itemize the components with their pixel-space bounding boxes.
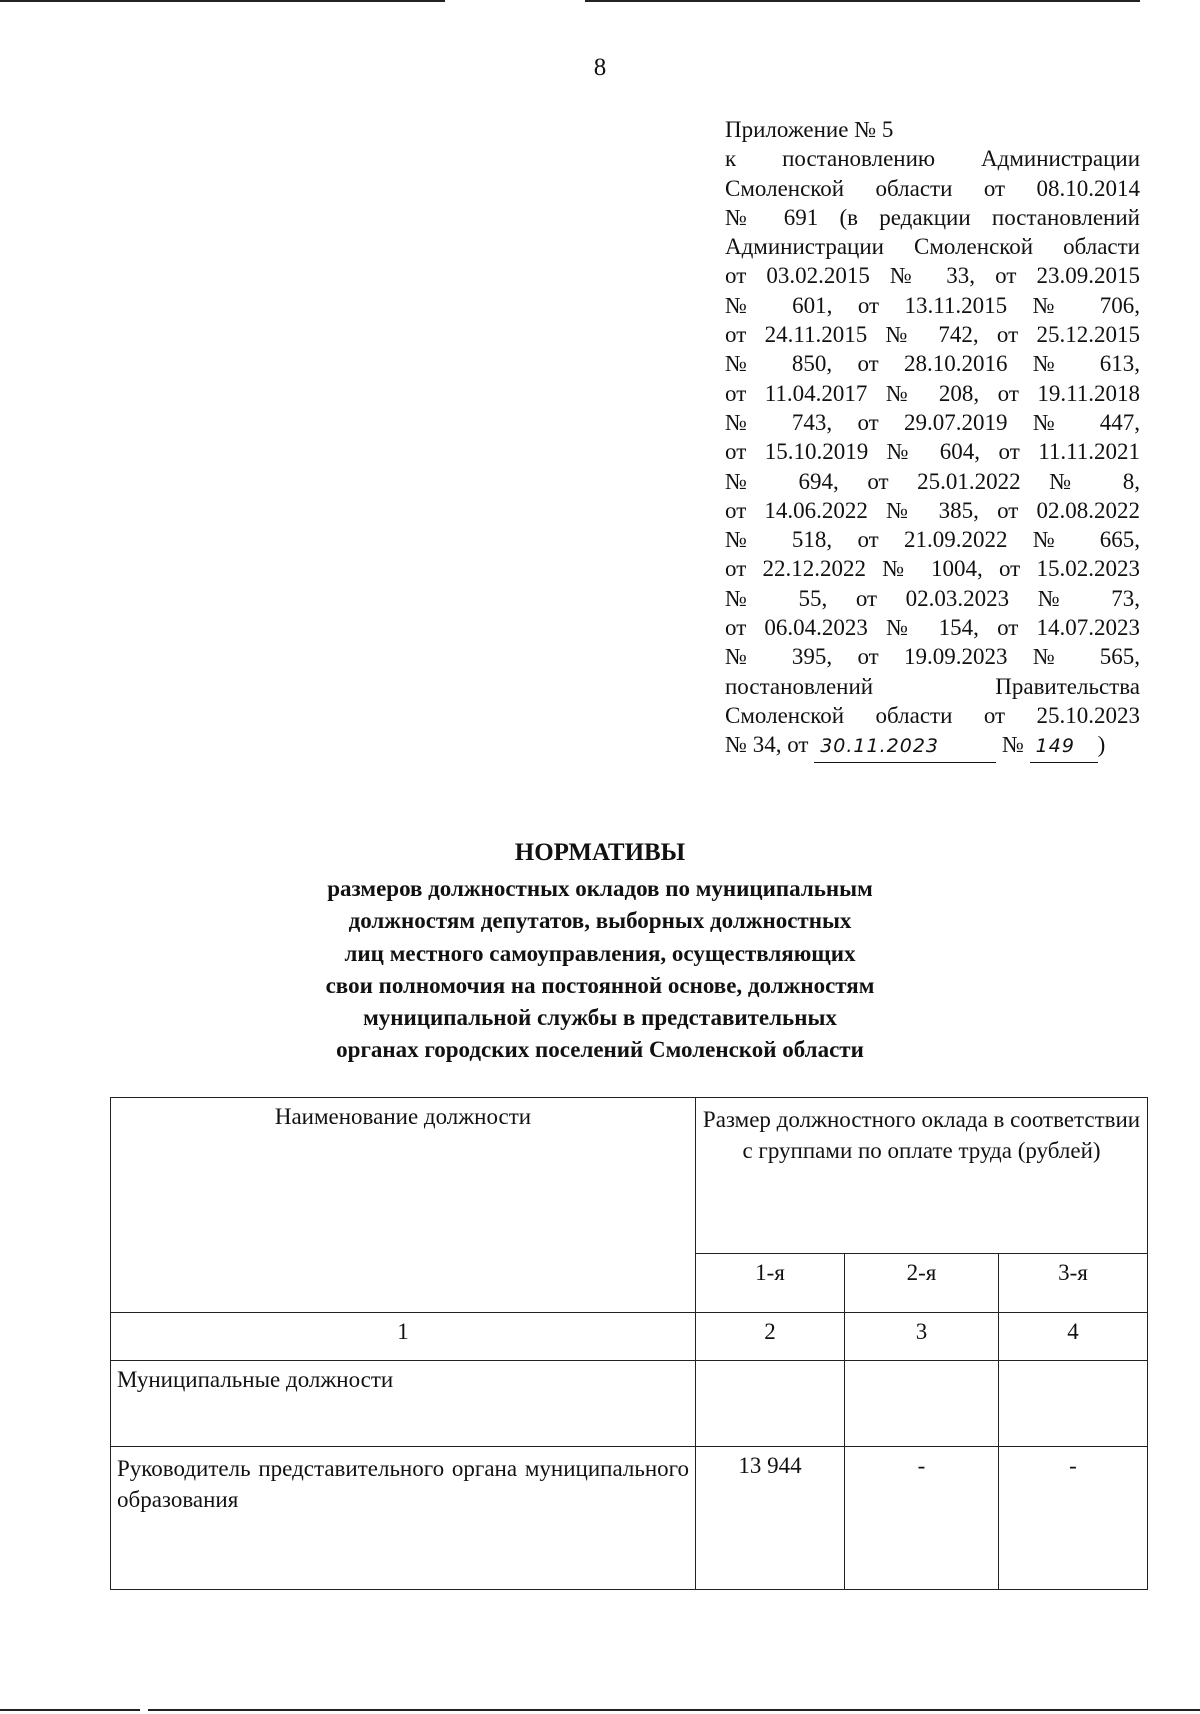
table-row	[111, 1361, 1148, 1447]
column-number: 4	[999, 1313, 1148, 1361]
header-group-3: 3-я	[999, 1254, 1148, 1313]
appendix-line: от 14.06.2022 № 385, от 02.08.2022	[725, 497, 1140, 523]
header-group-1: 1-я	[696, 1254, 845, 1313]
subtitle-line: размеров должностных окладов по муниципальным	[327, 876, 873, 901]
handwritten-date: 30.11.2023	[814, 732, 996, 762]
header-position-name: Наименование должности	[111, 1098, 696, 1313]
row-value-group-1: 13 944	[696, 1447, 845, 1590]
appendix-line: № 395, от 19.09.2023 № 565,	[725, 644, 1140, 670]
appendix-last-prefix: № 34, от	[725, 732, 809, 758]
header-salary-size: Размер должностного оклада в соответствии с группами по оплате труда (рублей)	[696, 1098, 1148, 1254]
appendix-line: Администрации Смоленской области	[725, 234, 1140, 260]
column-number: 3	[845, 1313, 999, 1361]
scan-border-top-right	[585, 0, 1140, 2]
scan-border-top-left	[0, 0, 445, 2]
appendix-note	[725, 115, 1140, 763]
appendix-line: № 743, от 29.07.2019 № 447,	[725, 409, 1140, 435]
appendix-number-prefix: №	[1001, 732, 1024, 758]
appendix-line: постановлений Правительства	[725, 673, 1140, 699]
scan-border-bottom-right	[148, 1709, 1200, 1711]
subtitle-line: муниципальной службы в представительных	[363, 1005, 837, 1031]
row-value-group-1	[696, 1361, 845, 1447]
appendix-line: Смоленской области от 25.10.2023	[725, 702, 1140, 728]
appendix-line: № 850, от 28.10.2016 № 613,	[725, 351, 1140, 377]
appendix-line: Смоленской области от 08.10.2014	[725, 175, 1140, 201]
row-value-group-3: -	[999, 1447, 1148, 1590]
scan-border-bottom-left	[0, 1709, 140, 1711]
appendix-line: от 11.04.2017 № 208, от 19.11.2018	[725, 380, 1140, 406]
row-value-group-2	[845, 1361, 999, 1447]
document-title-block	[0, 833, 1200, 1067]
appendix-line: № 518, от 21.09.2022 № 665,	[725, 527, 1140, 553]
row-position-name: Руководитель представительного органа муниципального образования	[111, 1447, 696, 1590]
subtitle-line: лиц местного самоуправления, осуществляющих	[344, 940, 856, 966]
header-group-2: 2-я	[845, 1254, 999, 1313]
appendix-line: к постановлению Администрации	[725, 146, 1140, 172]
appendix-closing: )	[1097, 732, 1106, 758]
appendix-line: Приложение № 5	[725, 117, 894, 142]
subtitle-line: свои полномочия на постоянной основе, должностям	[325, 972, 875, 998]
appendix-line: от 15.10.2019 № 604, от 11.11.2021	[725, 439, 1140, 465]
appendix-line: от 03.02.2015 № 33, от 23.09.2015	[725, 263, 1140, 289]
appendix-last-line	[725, 730, 1140, 762]
table-row	[111, 1447, 1148, 1590]
appendix-line: от 06.04.2023 № 154, от 14.07.2023	[725, 615, 1140, 641]
appendix-line: № 55, от 02.03.2023 № 73,	[725, 585, 1140, 611]
column-number: 2	[696, 1313, 845, 1361]
table-header-row	[111, 1098, 1148, 1254]
appendix-line: от 22.12.2022 № 1004, от 15.02.2023	[725, 556, 1140, 582]
subtitle-line: органах городских поселений Смоленской области	[336, 1037, 864, 1063]
column-number: 1	[111, 1313, 696, 1361]
column-number-row	[111, 1313, 1148, 1361]
document-title: НОРМАТИВЫ	[514, 839, 686, 866]
row-position-name: Муниципальные должности	[111, 1361, 696, 1447]
appendix-line: № 601, от 13.11.2015 № 706,	[725, 292, 1140, 318]
row-value-group-3	[999, 1361, 1148, 1447]
handwritten-number: 149	[1030, 732, 1098, 762]
salary-norms-table	[110, 1097, 1148, 1590]
appendix-line: от 24.11.2015 № 742, от 25.12.2015	[725, 322, 1140, 348]
appendix-line: № 694, от 25.01.2022 № 8,	[725, 468, 1140, 494]
page-number: 8	[593, 54, 607, 81]
row-value-group-2: -	[845, 1447, 999, 1590]
appendix-line: № 691 (в редакции постановлений	[725, 204, 1140, 230]
subtitle-line: должностям депутатов, выборных должностных	[348, 908, 852, 934]
